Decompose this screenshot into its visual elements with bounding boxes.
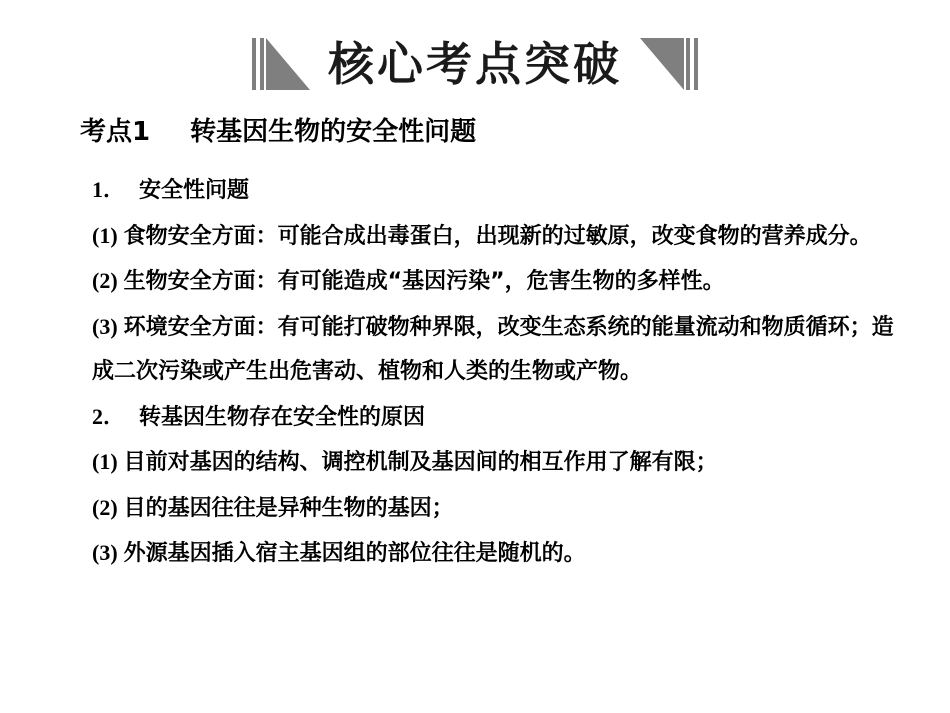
list-item [92, 531, 912, 577]
list-item-text: 生物安全方面：有可能造成“基因污染”，危害生物的多样性。 [123, 269, 725, 294]
list-item-marker: (2) [92, 494, 118, 520]
block-heading [92, 395, 912, 441]
list-item-marker: (3) [92, 540, 118, 565]
block-heading-number: 1． [92, 177, 126, 202]
banner-right-triangle-icon [640, 38, 684, 90]
block-heading [92, 168, 912, 214]
list-item [92, 440, 912, 486]
list-item [92, 214, 912, 260]
section-title: 转基因生物的安全性问题 [190, 117, 477, 147]
list-item [92, 486, 912, 532]
banner-left-triangle-icon [266, 38, 310, 90]
banner-title: 核心考点突破 [328, 37, 622, 91]
banner-left-bar-inner [260, 38, 264, 90]
list-item-marker: (3) [92, 313, 118, 339]
banner-right-bar-inner [686, 38, 690, 90]
list-item-text: 外源基因插入宿主基因组的部位往往是随机的。 [123, 541, 586, 566]
list-item [92, 259, 912, 305]
section-banner [252, 38, 698, 90]
list-item-text: 食物安全方面：可能合成出毒蛋白，出现新的过敏原，改变食物的营养成分。 [123, 223, 872, 249]
content-body [92, 168, 912, 577]
section-number: 考点1 [80, 117, 151, 147]
list-item-text: 目的基因往往是异种生物的基因； [123, 495, 454, 521]
list-item-marker: (1) [92, 222, 118, 248]
list-item-text: 目前对基因的结构、调控机制及基因间的相互作用了解有限； [123, 450, 718, 475]
list-item-marker: (2) [92, 268, 118, 293]
list-item-marker: (1) [92, 449, 118, 474]
block-heading-text: 安全性问题 [139, 178, 250, 203]
block-heading-text: 转基因生物存在安全性的原因 [139, 404, 426, 430]
block-heading-number: 2． [92, 403, 126, 429]
banner-right-bar [694, 38, 698, 90]
list-item-text: 环境安全方面：有可能打破物种界限，改变生态系统的能量流动和物质循环；造成二次污染或产生出危害动、植物和人类的生物或产物。 [92, 314, 894, 384]
list-item [92, 305, 912, 395]
section-heading [80, 112, 476, 152]
banner-left-bar [252, 38, 256, 90]
